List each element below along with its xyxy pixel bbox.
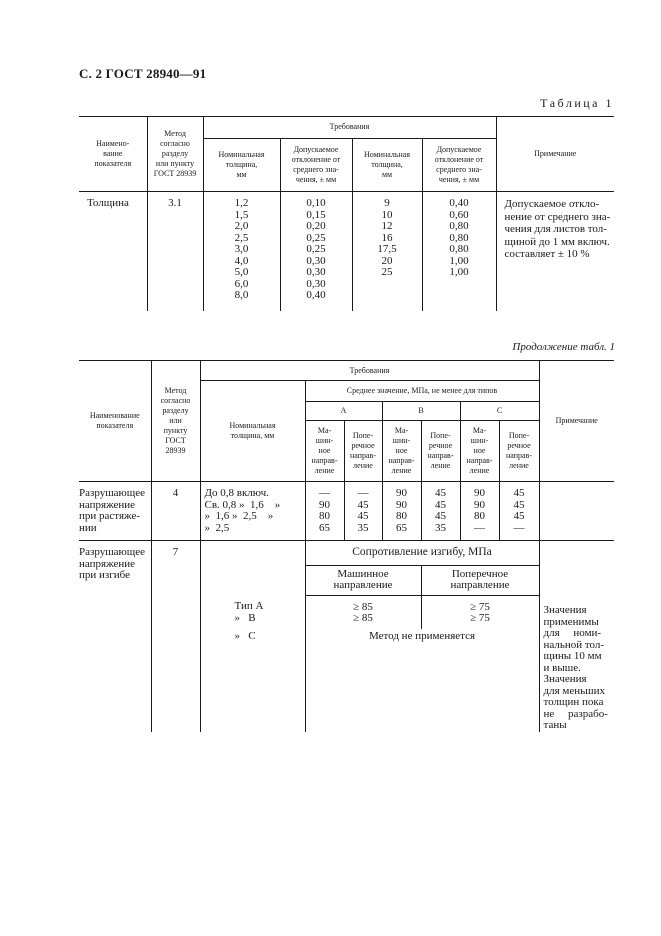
tensile-c-transverse: 45 45 45 — <box>499 482 539 541</box>
col-name-header: Наимено- вание показателя <box>79 117 147 192</box>
deviation-values: 0,10 0,15 0,20 0,25 0,25 0,30 0,30 0,30 0,40 <box>280 192 352 312</box>
bending-type-c: » С <box>200 629 305 731</box>
bending-transverse-values: ≥ 75 ≥ 75 <box>421 595 539 629</box>
col-name-header: Наименование показателя <box>79 361 151 482</box>
bending-resistance-header: Сопротивление изгибу, МПа <box>305 541 539 566</box>
thickness-values-2: 9 10 12 16 17,5 20 25 <box>352 192 422 312</box>
tensile-b-machine: 90 90 80 65 <box>382 482 421 541</box>
bending-row-method: 7 <box>151 541 200 732</box>
bending-note: Значения применимы для номи- нальной тол- щины 10 мм и выше. Значения для меньших толщин пока не разрабо- таны <box>543 604 608 731</box>
page-title: С. 2 ГОСТ 28940—91 <box>79 66 207 81</box>
machine-direction-header: Ма- шин- ное направ- ление <box>382 421 421 482</box>
tensile-a-transverse: — 45 45 35 <box>344 482 382 541</box>
bending-types: Тип А » В <box>200 595 305 629</box>
col-thickness-header-2: Номинальная толщина, мм <box>352 139 422 192</box>
col-deviation-header-2: Допускаемое отклонение от среднего зна- чения, ± мм <box>422 139 496 192</box>
bending-thickness-blank <box>200 541 305 566</box>
col-method-header: Метод согласно разделу или пункту ГОСТ 28939 <box>147 117 203 192</box>
tensile-c-machine: 90 90 80 — <box>460 482 499 541</box>
thickness-values: 1,2 1,5 2,0 2,5 3,0 4,0 5,0 6,0 8,0 <box>203 192 280 312</box>
bending-machine-header: Машинное направление <box>305 565 421 595</box>
tensile-note <box>539 482 614 541</box>
bending-thickness-blank <box>200 565 305 595</box>
tensile-b-transverse: 45 45 45 35 <box>421 482 460 541</box>
col-thickness-header: Номинальная толщина, мм <box>203 139 280 192</box>
type-a-header: А <box>305 402 382 421</box>
table-2 <box>79 360 614 732</box>
tensile-row-name: Разрушающее напряжение при растяже- нии <box>79 482 151 541</box>
tensile-thickness: До 0,8 включ. Св. 0,8 » 1,6 » » 1,6 » 2,5 » » 2,5 <box>200 482 305 541</box>
deviation-values-2: 0,40 0,60 0,80 0,80 0,80 1,00 1,00 <box>422 192 496 312</box>
bending-row-name: Разрушающее напряжение при изгибе <box>79 541 151 732</box>
requirements-header: Требования <box>203 117 496 139</box>
col-thickness-header: Номинальная толщина, мм <box>200 381 305 482</box>
table-caption: Таблица 1 <box>540 96 614 110</box>
continuation-caption: Продолжение табл. 1 <box>512 341 615 353</box>
type-b-header: В <box>382 402 460 421</box>
machine-direction-header: Ма- шин- ное направ- ление <box>460 421 499 482</box>
row-note: Допускаемое откло- нение от среднего зна- чения для листов тол- щиной до 1 мм включ. составляет ± 10 % <box>504 198 611 260</box>
tensile-a-machine: — 90 80 65 <box>305 482 344 541</box>
col-note-header: Примечание <box>539 361 614 482</box>
requirements-header: Требования <box>200 361 539 381</box>
tensile-row-method: 4 <box>151 482 200 541</box>
row-method: 3.1 <box>147 192 203 312</box>
col-method-header: Метод согласно разделу или пункту ГОСТ 28939 <box>151 361 200 482</box>
row-name: Толщина <box>79 192 147 312</box>
type-c-header: С <box>460 402 539 421</box>
bending-transverse-header: Поперечное направление <box>421 565 539 595</box>
table-1 <box>79 116 614 311</box>
transverse-direction-header: Попе- речное направ- ление <box>344 421 382 482</box>
col-note-header: Примечание <box>496 117 614 192</box>
transverse-direction-header: Попе- речное направ- ление <box>421 421 460 482</box>
method-not-applied: Метод не применяется <box>305 629 539 731</box>
machine-direction-header: Ма- шин- ное направ- ление <box>305 421 344 482</box>
col-deviation-header: Допускаемое отклонение от среднего зна- чения, ± мм <box>280 139 352 192</box>
transverse-direction-header: Попе- речное направ- ление <box>499 421 539 482</box>
mean-value-header: Среднее значение, МПа, не менее для типов <box>305 381 539 402</box>
bending-machine-values: ≥ 85 ≥ 85 <box>305 595 421 629</box>
